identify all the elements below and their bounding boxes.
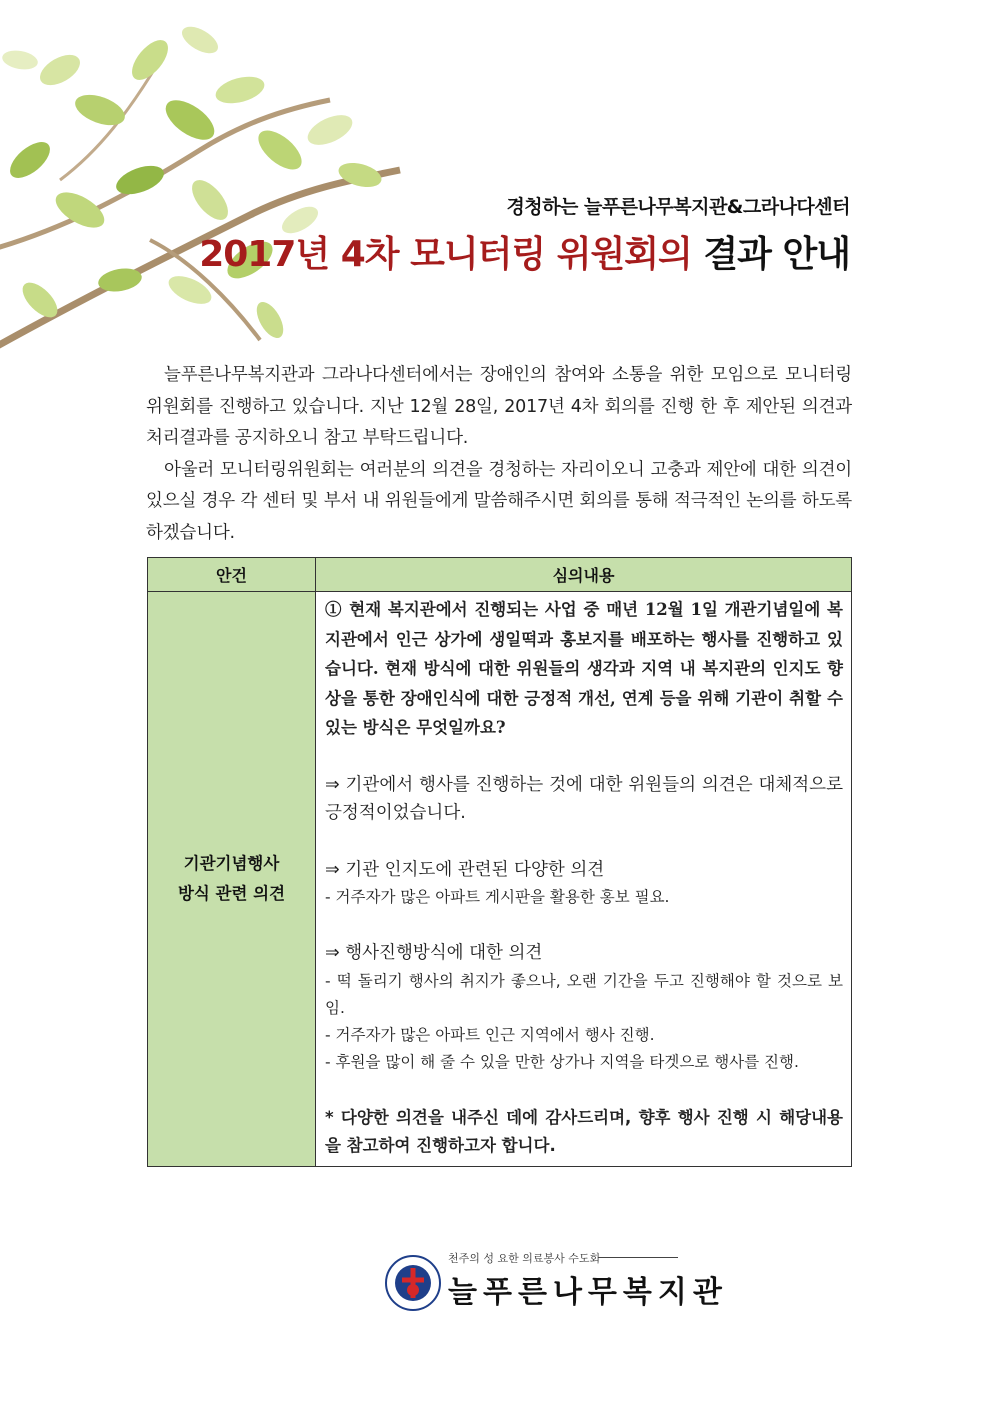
header-topic: 안건 (148, 558, 316, 592)
answer-3-item-2: - 거주자가 많은 아파트 인근 지역에서 행사 진행. (325, 1025, 655, 1044)
intro-paragraph-2: 아울러 모니터링위원회는 여러분의 의견을 경청하는 자리이오니 고충과 제안에 대한 의견이 있으실 경우 각 센터 및 부서 내 위원들에게 말씀해주시면 회의를 통해 적극적인 논의를 하도록 하겠습니다. (146, 459, 852, 543)
question-text: ① 현재 복지관에서 진행되는 사업 중 매년 12월 1일 개관기념일에 복지관에서 인근 상가에 생일떡과 홍보지를 배포하는 행사를 진행하고 있습니다. 현재 방식에 대한 위원들의 생각과 지역 내 복지관의 인지도 향상을 통한 장애인식에 대한 긍정적 개선, 연계 등을 위해 기관이 취할 수 있는 방식은 무엇일까요? (325, 600, 843, 737)
title-rest: 결과 안내 (703, 234, 850, 275)
table-row (148, 592, 852, 1167)
intro-paragraph-1: 늘푸른나무복지관과 그라나다센터에서는 장애인의 참여와 소통을 위한 모임으로 모니터링 위원회를 진행하고 있습니다. 지난 12월 28일, 2017년 4차 회의를 진행 한 후 제안된 의견과 처리결과를 공지하오니 참고 부탁드립니다. (146, 365, 852, 448)
org-divider (598, 1257, 678, 1258)
answer-2-item-1: - 거주자가 많은 아파트 게시판을 활용한 홍보 필요. (325, 888, 670, 906)
st-john-emblem-icon (384, 1254, 442, 1312)
answer-1: ⇒ 기관에서 행사를 진행하는 것에 대한 위원들의 의견은 대체적으로 긍정적이었습니다. (325, 774, 843, 823)
topic-cell (148, 592, 316, 1167)
table-header-row (148, 558, 852, 592)
topic-line-1: 기관기념행사 (183, 853, 280, 873)
topic-line-2: 방식 관련 의견 (177, 883, 286, 903)
intro-text (146, 360, 852, 549)
answer-3-item-3: - 후원을 많이 해 줄 수 있을 만한 상가나 지역을 타겟으로 행사를 진행. (325, 1052, 799, 1071)
answer-2-heading: ⇒ 기관 인지도에 관련된 다양한 의견 (325, 859, 605, 880)
header-content: 심의내용 (316, 558, 852, 592)
title-highlight: 2017년 4차 모니터링 위원회의 (199, 234, 692, 275)
closing-note: * 다양한 의견을 내주신 데에 감사드리며, 향후 행사 진행 시 해당내용을 참고하여 진행하고자 합니다. (325, 1107, 843, 1155)
answer-3-heading: ⇒ 행사진행방식에 대한 의견 (325, 943, 543, 963)
agenda-table (147, 557, 852, 1167)
content-cell (316, 592, 852, 1167)
page-subtitle: 경청하는 늘푸른나무복지관&그라나다센터 (506, 196, 850, 218)
page-title (199, 226, 850, 277)
footer-logo (384, 1250, 728, 1310)
leaves-decoration (0, 0, 520, 380)
answer-3-item-1: - 떡 돌리기 행사의 취지가 좋으나, 오랜 기간을 두고 진행해야 할 것으로 보임. (325, 971, 843, 1017)
org-name: 천주의 성 요한 의료봉사 수도회 (448, 1252, 601, 1265)
brand-name: 늘푸른나무복지관 (448, 1275, 728, 1310)
